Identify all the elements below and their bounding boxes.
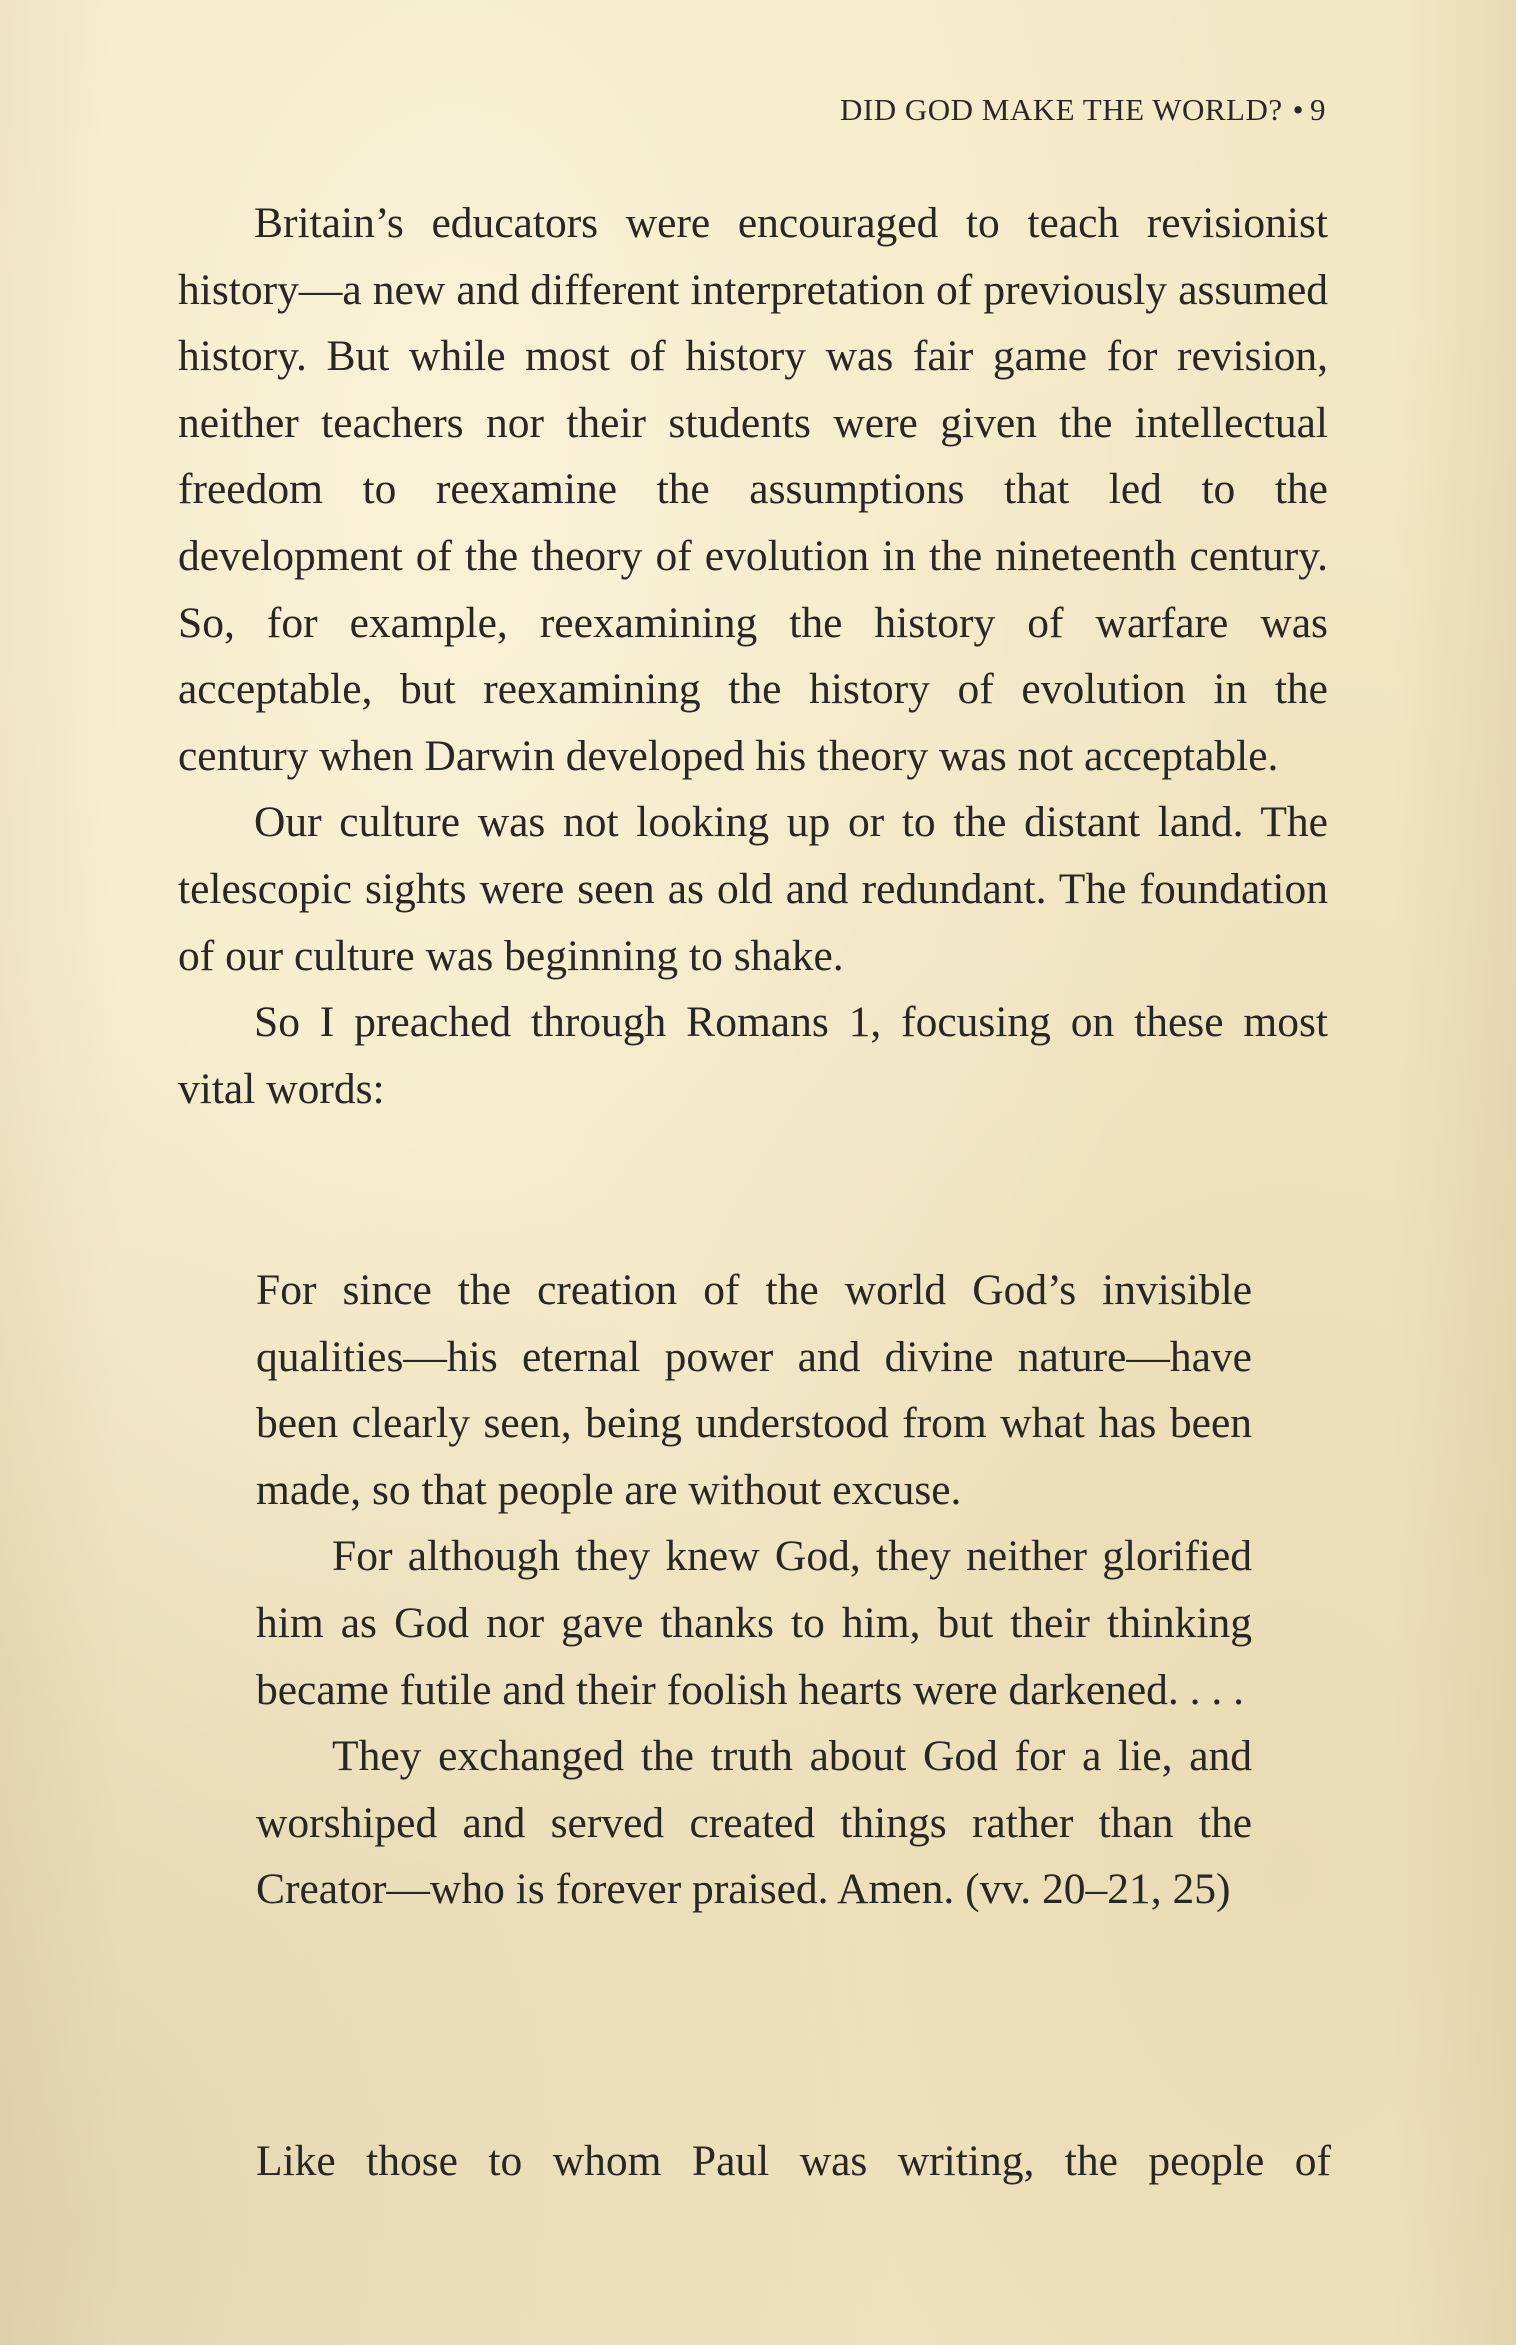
continuing-paragraph-text: Like those to whom Paul was writing, the people of	[256, 2137, 1331, 2185]
paragraph-romans: So I preached through Romans 1, focusing on these most vital words:	[178, 998, 1328, 1113]
scripture-quote	[256, 1257, 1252, 1923]
running-head-bullet: •	[1292, 92, 1304, 127]
quote-paragraph-3: They exchanged the truth about God for a lie, and worshiped and served created things rather than the Creator—who is forever praised. Amen. (vv. 20–21, 25)	[256, 1732, 1252, 1914]
quote-paragraph-2: For although they knew God, they neither glorified him as God nor gave thanks to him, but their thinking became futile and their foolish hearts were darkened. . . .	[256, 1532, 1252, 1714]
quote-paragraph-1: For since the creation of the world God’s invisible qualities—his eternal power and divine nature—have been clearly seen, being understood from what has been made, so that people are without excuse.	[256, 1266, 1252, 1514]
continuing-paragraph	[256, 2128, 1331, 2195]
running-head-title: DID GOD MAKE THE WORLD?	[840, 92, 1283, 127]
body-text	[178, 190, 1328, 1122]
page-number: 9	[1310, 92, 1326, 127]
running-head	[840, 92, 1326, 128]
paragraph-revisionist-history: Britain’s educators were encouraged to teach revisionist history—a new and different interpretation of previously assumed history. But while most of history was fair game for revision, neither teachers nor their students were given the intellectual freedom to reexamine the assumptions that led to the development of the theory of evolution in the nineteenth century. So, for example, reexamining the history of warfare was acceptable, but reexamining the history of evolution in the century when Darwin developed his theory was not acceptable.	[178, 199, 1328, 780]
paragraph-our-culture: Our culture was not looking up or to the distant land. The telescopic sights were seen as old and redundant. The foundation of our culture was beginning to shake.	[178, 798, 1328, 980]
